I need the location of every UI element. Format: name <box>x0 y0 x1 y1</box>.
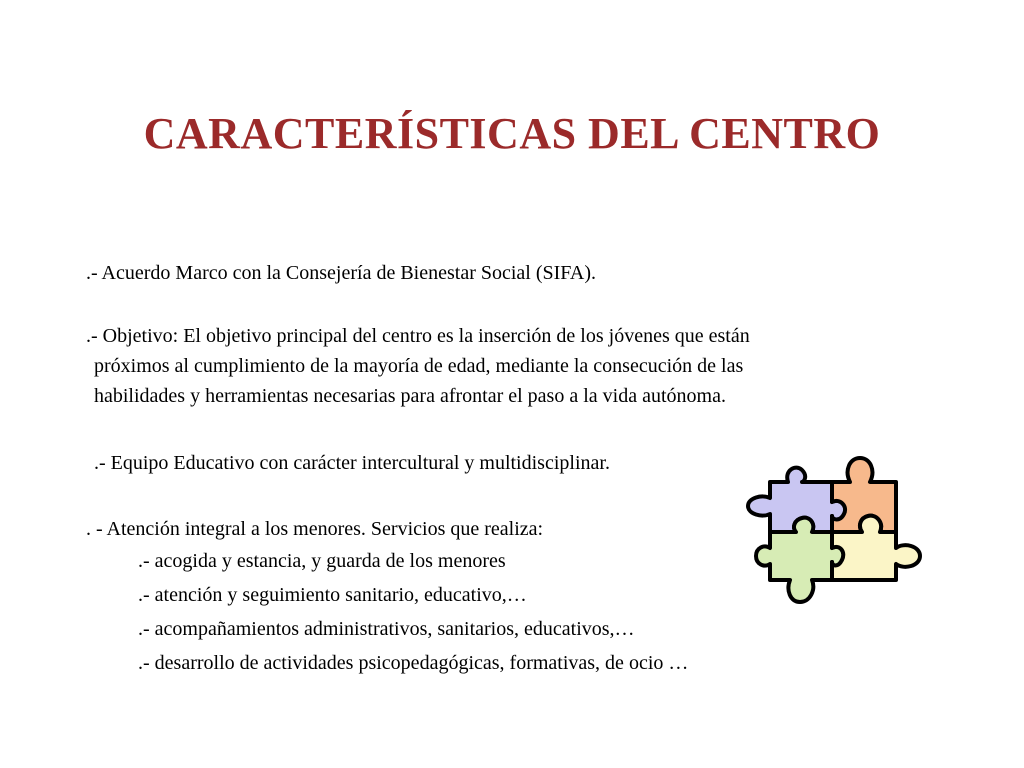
bullet-equipo-educativo: .- Equipo Educativo con carácter intercultural y multidisciplinar. <box>94 452 610 474</box>
puzzle-pieces-icon <box>740 452 926 608</box>
bullet-atencion-integral: . - Atención integral a los menores. Servicios que realiza: <box>86 518 544 540</box>
bullet-objetivo-cont-1: próximos al cumplimiento de la mayoría de edad, mediante la consecución de las <box>94 355 744 377</box>
bullet-objetivo-cont-2: habilidades y herramientas necesarias para afrontar el paso a la vida autónoma. <box>94 385 726 407</box>
puzzle-piece-green <box>756 518 843 602</box>
slide-title: CARACTERÍSTICAS DEL CENTRO <box>143 109 881 158</box>
sub-bullet-atencion-sanitaria: .- atención y seguimiento sanitario, educativo,… <box>138 584 527 606</box>
sub-bullet-actividades: .- desarrollo de actividades psicopedagógicas, formativas, de ocio … <box>138 652 689 674</box>
bullet-acuerdo-marco: .- Acuerdo Marco con la Consejería de Bienestar Social (SIFA). <box>86 262 597 284</box>
sub-bullet-acogida: .- acogida y estancia, y guarda de los menores <box>138 550 506 572</box>
sub-bullet-acompanamientos: .- acompañamientos administrativos, sanitarios, educativos,… <box>138 618 635 640</box>
bullet-objetivo: .- Objetivo: El objetivo principal del centro es la inserción de los jóvenes que están <box>86 325 750 347</box>
